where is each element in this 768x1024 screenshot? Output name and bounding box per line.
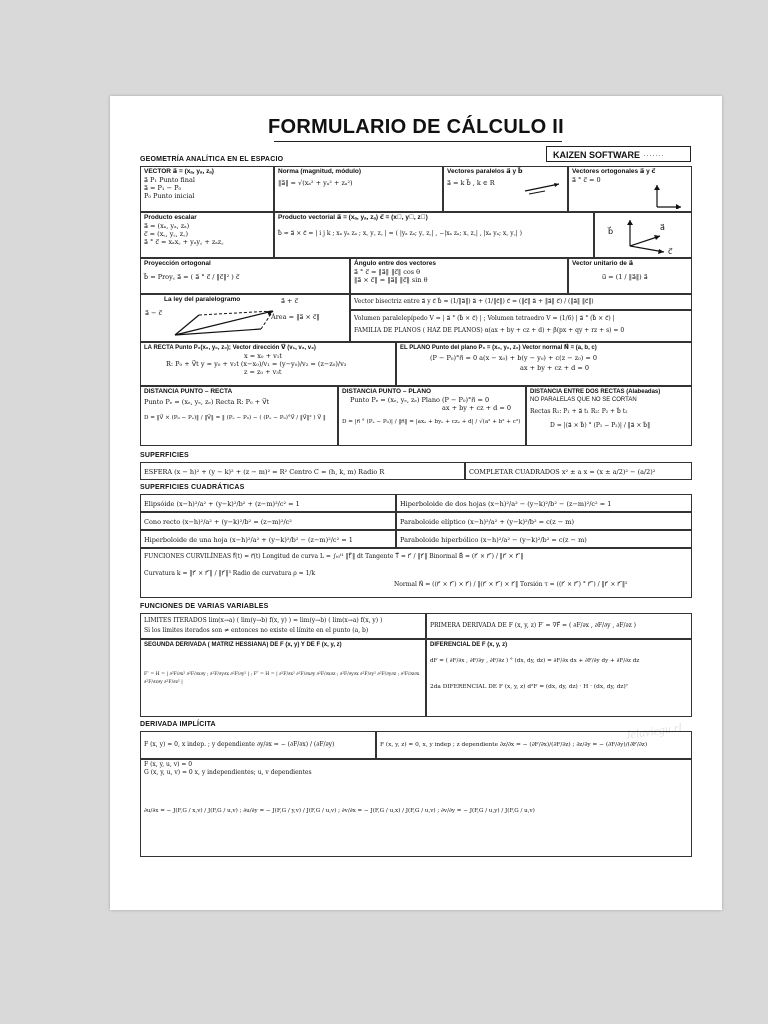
bisector-box [350,294,692,310]
hyperboloid2-box [396,494,692,512]
orthogonal-l1: a⃗ ° c⃗ = 0 [572,176,601,184]
sphere-box [140,462,465,480]
dot-l2: c⃗ = (x꜀, y꜀, z꜀) [144,230,188,238]
hyperboloid1-text: Hiperboloide de una hoja (x−h)²/a² + (y−k)²/b² − (z−m)²/c² = 1 [144,536,353,544]
parallelogram-head: La ley del paralelogramo [164,296,241,303]
section-surfaces: SUPERFICIES [140,452,189,459]
line-l3: z = z₀ + v₃t [244,368,282,376]
parallelogram-l3: Área = ‖a⃗ × c⃗‖ [271,313,320,321]
projection-box [140,258,350,294]
differential-l2: 2da DIFERENCIAL DE F (x, y, z) d²F = (dx, dy, dz) · H · (dx, dy, dz)ᵀ [430,684,629,690]
vector-l2: a⃗ = P₁ − P₀ [144,184,182,192]
bisector-l1: Vector bisectriz entre a⃗ y c⃗ b⃗ = (1/‖a⃗‖) a⃗ + (1/‖c⃗‖) c⃗ = (‖c⃗‖ a⃗ + ‖a⃗‖ c⃗) / (‖a⃗‖ ‖c⃗‖) [354,298,594,305]
parallelogram-box [140,294,350,342]
limits-l1: LIMITES ITERADOS lim(x→a) ( lim(y→b) f(x, y) ) = lim(y→b) ( lim(x→a) f(x, y) ) [144,617,383,624]
hessian-head: SEGUNDA DERIVADA ( MATRIZ HESSIANA) DE F (x, y) Y DE F (x, y, z) [144,642,342,648]
first-deriv-l1: PRIMERA DERIVADA DE F (x, y, z) F′ = ∇F⃗ = ( ∂F/∂x , ∂F/∂y , ∂F/∂z ) [430,622,637,629]
dist-lines-box [526,386,692,446]
ell-paraboloid-box [396,512,692,530]
hyp-paraboloid-box [396,530,692,548]
dist-lines-l1: NO PARALELAS QUE NO SE CORTAN [530,397,637,403]
hyperboloid2-text: Hiperboloide de dos hojas (x−h)²/a² − (y−k)²/b² − (z−m)²/c² = 1 [400,500,612,508]
complete-squares-box [465,462,692,480]
parallel-l1: a⃗ = k b⃗ , k ∈ R [447,179,495,187]
curvilinear-l1: FUNCIONES CURVILÍNEAS f⃗(t) = r⃗(t) Longitud de curva L = ∫ₜ₀ᵗ¹ ‖f⃗′‖ dt Tangente T⃗ = r⃗′ / ‖r⃗′‖ Binormal B⃗ = (r⃗′ × r⃗″) / ‖r⃗′ × r⃗″‖ [144,553,524,560]
svg-text:c⃗: c⃗ [668,247,673,256]
plane-l1: (P − P₀)°n⃗ = 0 a(x − x₀) + b(y − y₀) + c(z − z₀) = 0 [430,354,597,362]
differential-head: DIFERENCIAL DE F (x, y, z) [430,642,508,648]
ellipsoid-text: Elipsóide (x−h)²/a² + (y−k)²/b² + (z−m)²/c² = 1 [144,500,300,508]
watermark: Jelaviegu.rl [624,720,683,742]
line-box [140,342,396,386]
parallelogram-l2: a⃗ − c⃗ [145,309,163,317]
brand-dots: ······· [643,150,664,160]
volume-l1: Volumen paralelepípedo V = | a⃗ ° (b⃗ × c⃗) | ; Volumen tetraedro V = (1/6) | a⃗ ° (b⃗ × c⃗) | [354,315,615,322]
dot-head: Producto escalar [144,214,197,221]
vector-l3: P₀ Punto inicial [144,192,195,200]
jacobian-l1: F (x, y, u, v) = 0 [144,761,193,768]
hessian-box [140,639,426,717]
parallel-arrows-icon [523,181,563,195]
svg-text:b⃗: b⃗ [608,227,614,236]
orthogonal-head: Vectores ortogonales a⃗ y c⃗ [572,168,656,175]
curvilinear-box [140,548,692,598]
orthogonal-box [568,166,692,212]
dist-point-plane-l2: ax + by + cz + d = 0 [442,404,512,412]
plane-head: EL PLANO Punto del plano P₀ = (x₀, y₀, z₀) Vector normal N⃗ = (a, b, c) [400,345,597,351]
cross-product-diagram-icon [598,214,688,256]
cross-l1: b⃗ = a⃗ × c⃗ = | i j k ; xₐ yₐ zₐ ; x꜀ y꜀ z꜀ | = ( |yₐ zₐ; y꜀ z꜀| , −|xₐ zₐ; x꜀ z꜀| , |xₐ yₐ; x꜀ y꜀| ) [278,230,522,237]
dist-point-line-l2: D = ‖V⃗ × (P₀ − Pₑ)‖ / ‖V⃗‖ = ‖ (Pₑ − P₀) − ( (Pₑ − P₀)°V⃗ / ‖V⃗‖² ) V⃗ ‖ [144,415,326,421]
title-underline [274,141,562,142]
brand-box [546,146,691,162]
vector-box [140,166,274,212]
volume-box [350,310,692,342]
complete-squares-l1: COMPLETAR CUADRADOS x² ± a x = (x ± a/2)² − (a/2)² [469,468,656,476]
dist-lines-head: DISTANCIA ENTRE DOS RECTAS (Alabeadas) [530,389,661,395]
line-l2: R: P₀ + V⃗t y = y₀ + v₂t (x−x₀)/v₁ = (y−y₀)/v₂ = (z−z₀)/v₃ [166,360,347,368]
norm-head: Norma (magnitud, módulo) [278,168,362,175]
dist-point-line-box [140,386,338,446]
cross-diagram-box [594,212,692,258]
parallel-head: Vectores paralelos a⃗ y b⃗ [447,168,523,175]
svg-text:a⃗: a⃗ [660,223,665,232]
section-analytic: GEOMETRÍA ANALÍTICA EN EL ESPACIO [140,156,284,163]
formula-sheet [110,96,722,910]
ellipsoid-box [140,494,396,512]
plane-box [396,342,692,386]
dot-l1: a⃗ = (xₐ, yₐ, zₐ) [144,222,190,230]
differential-box [426,639,692,717]
implicit1-l1: F (x, y) = 0, x indep. ; y dependiente ∂y/∂x = − (∂F/∂x) / (∂F/∂y) [144,741,335,748]
parallel-box [443,166,568,212]
projection-head: Proyección ortogonal [144,260,211,267]
brand-label: KAIZEN SOFTWARE [553,150,640,160]
ell-paraboloid-text: Paraboloide elíptico (x−h)²/a² + (y−k)²/b² = c(z − m) [400,518,575,526]
family-planes-l2: FAMILIA DE PLANOS ( HAZ DE PLANOS) α(ax + by + cz + d) + β(px + qy + rz + s) = 0 [354,327,625,334]
dist-point-plane-head: DISTANCIA PUNTO – PLANO [342,388,432,395]
sphere-l1: ESFERA (x − h)² + (y − k)² + (z − m)² = R² Centro C = (h, k, m) Radio R [144,468,385,476]
line-l1: x = x₀ + v₁t [244,352,282,360]
dist-lines-l3: D = |(a⃗ × b⃗) ° (P₁ − P₂)| / ‖a⃗ × b⃗‖ [550,422,651,429]
angle-l1: a⃗ ° c⃗ = ‖a⃗‖ ‖c⃗‖ cos θ [354,268,421,276]
hyperboloid1-box [140,530,396,548]
dist-point-plane-box [338,386,526,446]
line-head: LA RECTA Punto P₀(x₀, y₀, z₀); Vector dirección V⃗ (v₁, v₂, v₃) [144,345,316,351]
projection-l1: b⃗ = Proy꜀ a⃗ = ( a⃗ ° c⃗ / ‖c⃗‖² ) c⃗ [144,273,240,281]
orthogonal-arrows-icon [649,183,683,209]
dist-point-plane-l3: D = |n⃗ ° (Pₑ − P₀)| / ‖n⃗‖ = |axₑ + byₑ + czₑ + d| / √(a² + b² + c²) [342,419,521,425]
cross-product-box [274,212,594,258]
dist-point-line-l1: Punto Pₑ = (xₑ, yₑ, zₑ) Recta R: P₀ + V⃗t [144,398,270,406]
jacobian-l2: G (x, y, u, v) = 0 x, y independientes; u, v dependientes [144,769,312,776]
implicit1-box [140,731,376,759]
unit-head: Vector unitario de a⃗ [572,260,634,267]
dist-point-plane-l1: Punto Pₑ = (xₑ, yₑ, zₑ) Plano (P − P₀)°n⃗ = 0 [350,396,490,404]
norm-box [274,166,443,212]
angle-box [350,258,568,294]
section-quadrics: SUPERFICIES CUADRÁTICAS [140,484,245,491]
curvilinear-l2: Curvatura k = ‖r⃗′ × r⃗″‖ / ‖r⃗′‖³ Radio de curvatura ρ = 1/k [144,570,316,577]
differential-l1: dF = ( ∂F/∂x , ∂F/∂y , ∂F/∂z ) ° (dx, dy, dz) = ∂F/∂x dx + ∂F/∂y dy + ∂F/∂z dz [430,658,640,664]
angle-head: Ángulo entre dos vectores [354,260,436,267]
jacobian-box [140,759,692,857]
cone-box [140,512,396,530]
dist-lines-l2: Rectas R₁: P₁ + a⃗ t₁ R₂: P₂ + b⃗ t₂ [530,408,628,415]
cone-text: Cono recto (x−h)²/a² + (y−k)²/b² = (z−m)²/c² [144,518,292,526]
norm-l1: ‖a⃗‖ = √(xₐ² + yₐ² + zₐ²) [278,179,353,187]
parallelogram-diagram-icon [169,309,279,339]
dist-point-line-head: DISTANCIA PUNTO – RECTA [144,388,233,395]
hessian-l1: F″ = H = | ∂²F/∂x² ∂²F/∂x∂y ; ∂²F/∂y∂x ∂²F/∂y² | ; F″ = H = | ∂²F/∂x² ∂²F/∂x∂y ∂²F/∂x∂z ; ∂²F/∂y∂x ∂²F/∂y² ∂²F/∂y∂z ; ∂²F/∂z∂x ∂²F/∂z∂y ∂²F/∂z² | [144,672,420,685]
vector-head: VECTOR a⃗ = (xₐ, yₐ, zₐ) [144,168,214,175]
vector-l1: a⃗ P₁ Punto final [144,176,195,184]
parallelogram-l1: a⃗ + c⃗ [281,297,299,305]
dot-l3: a⃗ ° c⃗ = xₐx꜀ + yₐy꜀ + zₐz꜀ [144,238,224,246]
dot-product-box [140,212,274,258]
curvilinear-l3: Normal N⃗ = ((r⃗′ × r⃗″) × r⃗′) / ‖(r⃗′ × r⃗″) × r⃗′‖ Torsión τ = ((r⃗′ × r⃗″) ° r⃗‴) / ‖r⃗′ × r⃗″‖² [394,581,628,588]
section-multivar: FUNCIONES DE VARIAS VARIABLES [140,603,269,610]
first-deriv-box [426,613,692,639]
unit-vector-box [568,258,692,294]
angle-l2: ‖a⃗ × c⃗‖ = ‖a⃗‖ ‖c⃗‖ sin θ [354,276,428,284]
plane-l2: ax + by + cz + d = 0 [520,364,590,372]
jacobian-l3: ∂u/∂x = − J(F,G / x,v) / J(F,G / u,v) ; ∂u/∂y = − J(F,G / y,v) / J(F,G / u,v) ; ∂v/∂x = − J(F,G / u,x) / J(F,G / u,v) ; ∂v/∂y = − J(F,G / u,y) / J(F,G / u,v) [144,808,535,814]
cross-head: Producto vectorial a⃗ = (xₐ, yₐ, zₐ) c⃗ = (x꜀, y꜀, z꜀) [278,214,428,221]
section-implicit: DERIVADA IMPLÍCITA [140,721,216,728]
unit-l1: u⃗ = (1 / ‖a⃗‖) a⃗ [602,273,648,281]
page-title: FORMULARIO DE CÁLCULO II [267,116,565,138]
limits-box [140,613,426,639]
implicit2-l1: F (x, y, z) = 0, x, y indep ; z dependiente ∂z/∂x = − (∂F/∂x)/(∂F/∂z) ; ∂z/∂y = − (∂F/∂y)/(∂F/∂z) [380,742,648,748]
hyp-paraboloid-text: Paraboloide hiperbólico (x−h)²/a² − (y−k)²/b² = c(z − m) [400,536,587,544]
limits-l2: Si los límites iterados son ≠ entonces no existe el límite en el punto (a, b) [144,627,369,634]
